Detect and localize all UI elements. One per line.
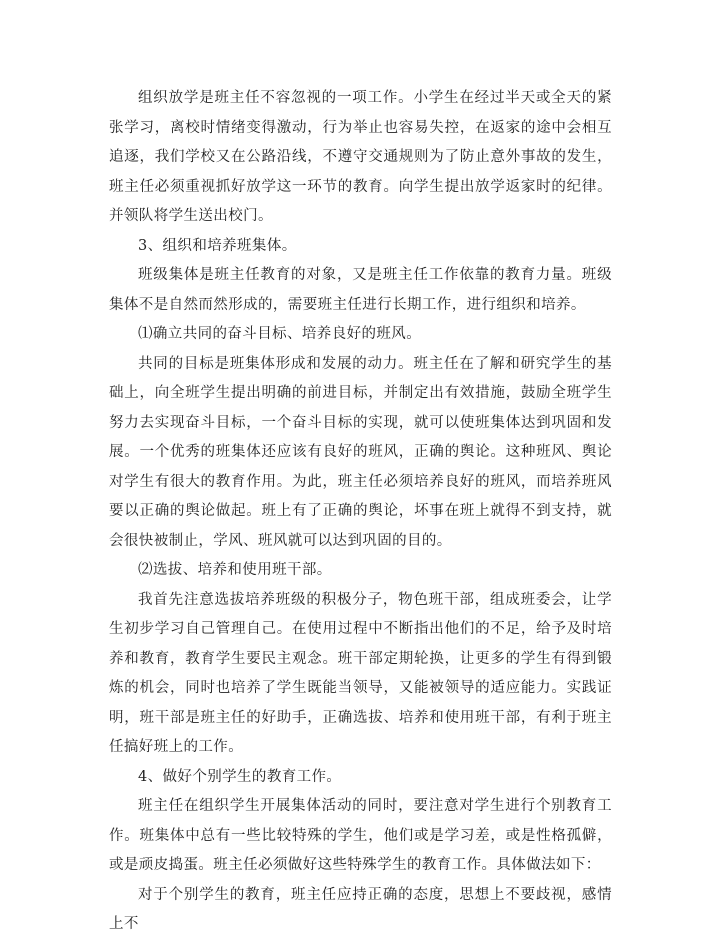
paragraph-class-collective: 班级集体是班主任教育的对象，又是班主任工作依靠的教育力量。班级集体不是自然而然形成的，需要班主任进行长期工作，进行组织和培养。	[109, 267, 612, 313]
paragraph-individual-students: 班主任在组织学生开展集体活动的同时，要注意对学生进行个别教育工作。班集体中总有一些比较特殊的学生，他们或是学习差，或是性格孤僻，或是顽皮捣蛋。班主任必须做好这些特殊学生的教育工作。具体做法如下：	[109, 798, 612, 873]
paragraph-dismissal: 组织放学是班主任不容忽视的一项工作。小学生在经过半天或全天的紧张学习，离校时情绪变得激动，行为举止也容易失控，在返家的途中会相互追逐，我们学校又在公路沿线，不遵守交通规则为了防止意外事故的发生，班主任必须重视抓好放学这一环节的教育。向学生提出放学返家时的纪律。并领队将学生送出校门。	[109, 90, 612, 224]
document-body	[109, 84, 612, 940]
heading-section-4: 4、做好个别学生的教育工作。	[138, 768, 342, 785]
subheading-class-cadres: ⑵选拔、培养和使用班干部。	[138, 562, 332, 578]
subheading-goals: ⑴确立共同的奋斗目标、培养良好的班风。	[138, 326, 422, 342]
heading-section-3: 3、组织和培养班集体。	[138, 237, 297, 254]
paragraph-attitude: 对于个别学生的教育，班主任应持正确的态度，思想上不要歧视，感情上不	[109, 886, 612, 932]
paragraph-class-cadres: 我首先注意选拔培养班级的积极分子，物色班干部，组成班委会，让学生初步学习自己管理自己。在使用过程中不断指出他们的不足，给予及时培养和教育，教育学生要民主观念。班干部定期轮换，让更多的学生有得到锻炼的机会，同时也培养了学生既能当领导，又能被领导的适应能力。实践证明，班干部是班主任的好助手，正确选拔、培养和使用班干部，有利于班主任搞好班上的工作。	[109, 591, 612, 755]
paragraph-common-goals: 共同的目标是班集体形成和发展的动力。班主任在了解和研究学生的基础上，向全班学生提出明确的前进目标，并制定出有效措施，鼓励全班学生努力去实现奋斗目标，一个奋斗目标的实现，就可以使班集体达到巩固和发展。一个优秀的班集体还应该有良好的班风，正确的舆论。这种班风、舆论对学生有很大的教育作用。为此，班主任必须培养良好的班风，而培养班风要以正确的舆论做起。班上有了正确的舆论，坏事在班上就得不到支持，就会很快被制止，学风、班风就可以达到巩固的目的。	[109, 355, 612, 549]
